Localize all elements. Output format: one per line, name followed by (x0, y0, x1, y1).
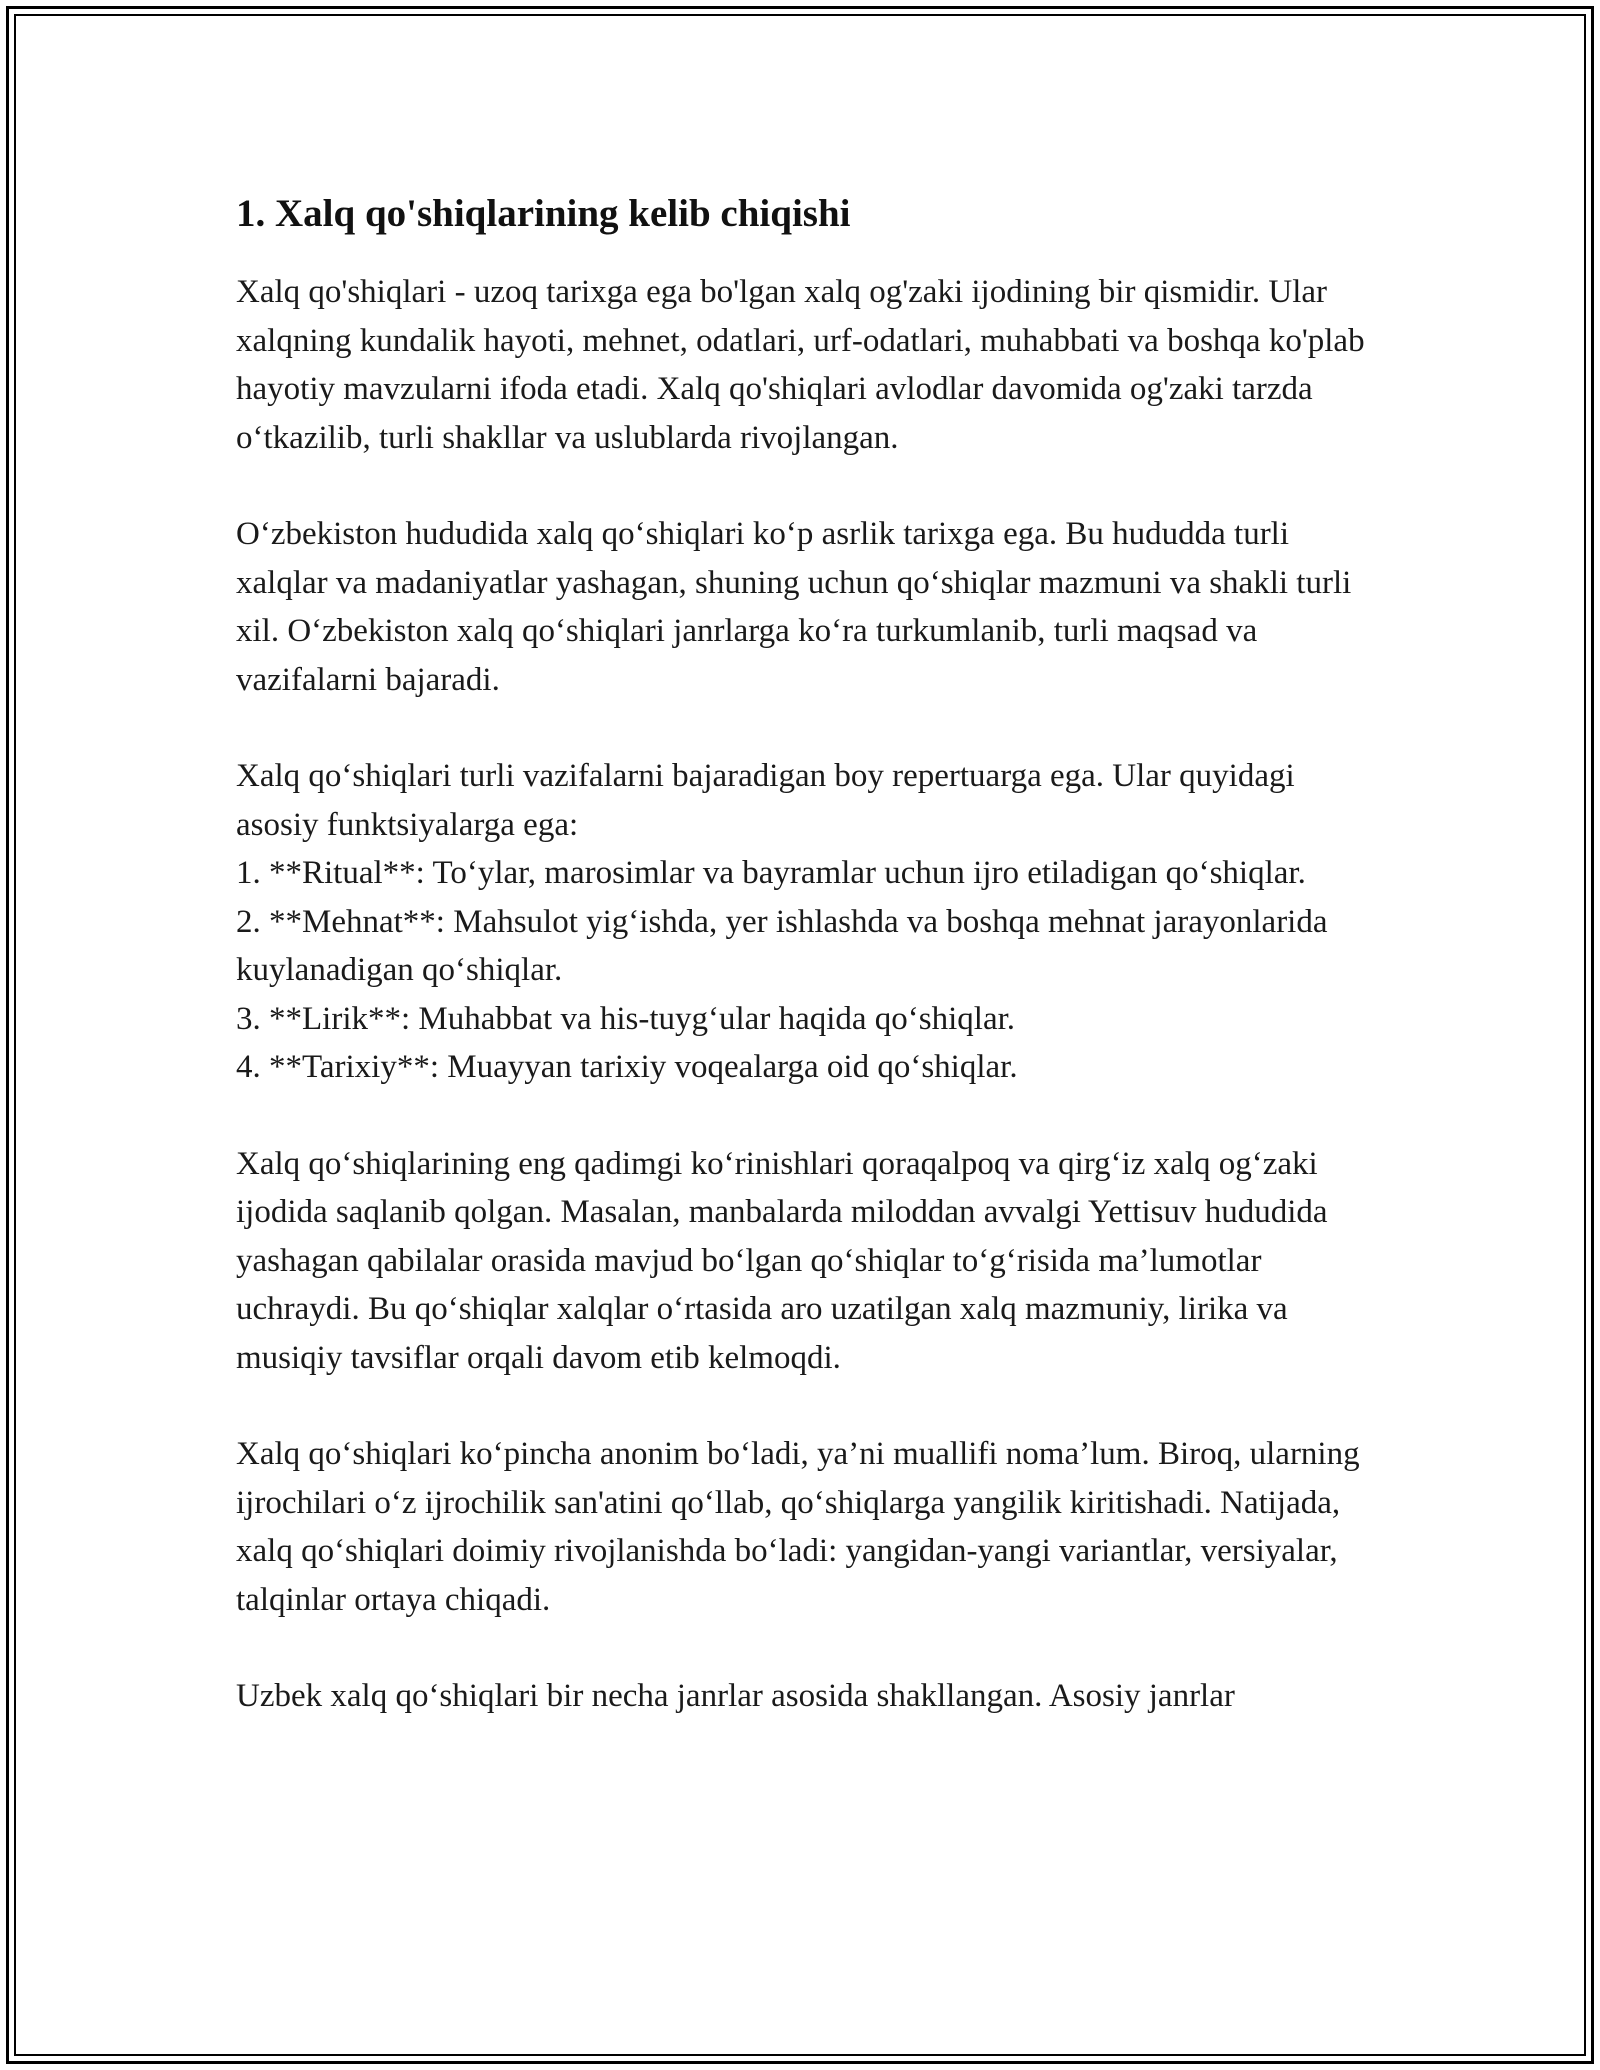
paragraph-ancient-forms: Xalq qo‘shiqlarining eng qadimgi ko‘rinishlari qoraqalpoq va qirg‘iz xalq og‘zaki ijodida saqlanib qolgan. Masalan, manbalarda miloddan avvalgi Yettisuv hududida yashagan qabilalar orasida mavjud bo‘lgan qo‘shiqlar to‘g‘risida ma’lumotlar uchraydi. Bu qo‘shiqlar xalqlar o‘rtasida aro uzatilgan xalq mazmuniy, lirika va musiqiy tavsiflar orqali davom etib kelmoqdi. (236, 1145, 1328, 1376)
functions-list (236, 849, 1366, 1092)
list-item: 1. **Ritual**: To‘ylar, marosimlar va bayramlar uchun ijro etiladigan qo‘shiqlar. (236, 855, 1306, 891)
paragraph-intro: Xalq qo'shiqlari - uzoq tarixga ega bo'lgan xalq og'zaki ijodining bir qismidir. Ular xalqning kundalik hayoti, mehnet, odatlari, urf-odatlari, muhabbati va boshqa ko'plab hayotiy mavzularni ifoda etadi. Xalq qo'shiqlari avlodlar davomida og'zaki tarzda o‘tkazilib, turli shakllar va uslublarda rivojlangan. (236, 274, 1365, 456)
document-title: 1. Xalq qo'shiqlarining kelib chiqishi (236, 192, 851, 235)
list-item: 3. **Lirik**: Muhabbat va his-tuyg‘ular haqida qo‘shiqlar. (236, 1000, 1016, 1037)
list-item: 4. **Tarixiy**: Muayyan tarixiy voqealarga oid qo‘shiqlar. (236, 1049, 1018, 1085)
paragraph-genres: Uzbek xalq qo‘shiqlari bir necha janrlar asosida shakllangan. Asosiy janrlar (236, 1678, 1235, 1714)
paragraph-uzbekistan-history: O‘zbekiston hududida xalq qo‘shiqlari ko‘p asrlik tarixga ega. Bu hududda turli xalqlar va madaniyatlar yashagan, shuning uchun qo‘shiqlar mazmuni va shakli turli xil. O‘zbekiston xalq qo‘shiqlari janrlarga ko‘ra turkumlanib, turli maqsad va vazifalarni bajaradi. (236, 516, 1352, 698)
document-body (236, 188, 1366, 1769)
list-item: 2. **Mehnat**: Mahsulot yig‘ishda, yer ishlashda va boshqa mehnat jarayonlarida kuylanadigan qo‘shiqlar. (236, 903, 1328, 988)
paragraph-anonymous-authorship: Xalq qo‘shiqlari ko‘pincha anonim bo‘ladi, ya’ni muallifi noma’lum. Biroq, ularning ijrochilari o‘z ijrochilik san'atini qo‘llab, qo‘shiqlarga yangilik kiritishadi. Natijada, xalq qo‘shiqlari doimiy rivojlanishda bo‘ladi: yangidan-yangi variantlar, versiyalar, talqinlar ortaya chiqadi. (236, 1436, 1360, 1618)
paragraph-functions-intro: Xalq qo‘shiqlari turli vazifalarni bajaradigan boy repertuarga ega. Ular quyidagi asosiy funktsiyalarga ega: (236, 758, 1295, 843)
